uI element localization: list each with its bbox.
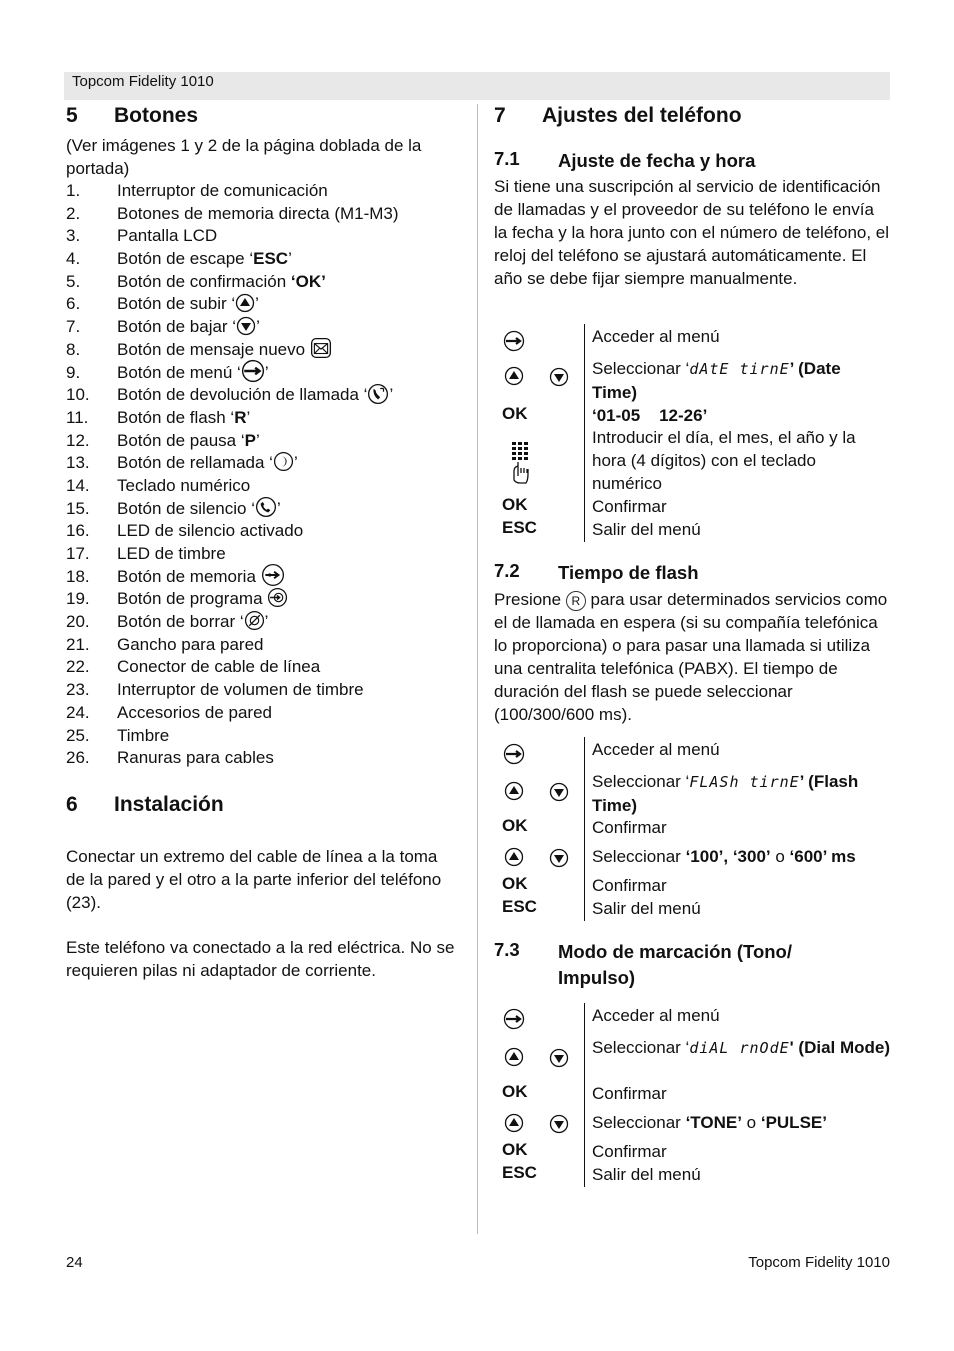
item-text: [117, 634, 264, 657]
item-text: [117, 271, 326, 294]
key-label: OK: [502, 1140, 528, 1159]
step-text-suffix: ’ (Date Time): [592, 359, 841, 402]
list-item: [66, 588, 466, 611]
menu-key-icon: [241, 359, 265, 383]
item-number: 9.: [66, 362, 81, 382]
list-item: [66, 271, 466, 294]
item-text: [117, 475, 250, 498]
item-label: Botones de memoria directa (M1-M3): [117, 203, 399, 223]
item-text: [117, 180, 328, 203]
subsection-number: 7.1: [494, 148, 520, 169]
item-number: 8.: [66, 339, 81, 359]
up-arrow-icon: [504, 781, 524, 801]
table-divider: [584, 737, 585, 921]
item-label: Gancho para pared: [117, 634, 264, 654]
list-item: [66, 634, 466, 657]
up-arrow-icon: [504, 1113, 524, 1133]
item-number: 5.: [66, 271, 81, 291]
list-item: [66, 339, 466, 362]
subsection-title: Ajuste de fecha y hora: [558, 150, 756, 171]
list-item: [66, 362, 466, 385]
list-item: [66, 203, 466, 226]
item-label: Pantalla LCD: [117, 226, 218, 246]
item-text: [117, 293, 259, 316]
item-closing-quote: ’: [255, 430, 260, 450]
step-text-conjunction: o: [741, 1113, 761, 1132]
step-text: Salir del menú: [592, 1165, 701, 1184]
item-number: 11.: [66, 407, 89, 427]
item-label: LED de silencio activado: [117, 521, 304, 541]
item-label: Botón de mensaje nuevo: [117, 339, 310, 359]
list-item: [66, 407, 466, 430]
item-number: 25.: [66, 725, 90, 745]
header-title: Topcom Fidelity 1010: [72, 73, 214, 90]
up-arrow-icon: [504, 847, 524, 867]
list-item: [66, 520, 466, 543]
item-text: [117, 248, 292, 271]
button-list: [66, 180, 466, 770]
item-text: [117, 407, 250, 430]
step-text: Salir del menú: [592, 520, 701, 539]
item-closing-quote: ’: [389, 385, 394, 405]
step-text: [592, 357, 890, 404]
step-text: Salir del menú: [592, 899, 701, 918]
option-values: ‘100’, ‘300’: [685, 847, 771, 866]
step-text: Acceder al menú: [592, 1006, 720, 1025]
item-number: 1.: [66, 181, 81, 200]
down-arrow-icon: [236, 316, 256, 336]
down-arrow-icon: [549, 782, 569, 802]
list-item: [66, 725, 466, 748]
item-label: Botón de subir ‘: [117, 294, 236, 314]
item-number: 20.: [66, 612, 90, 632]
list-item: [66, 180, 466, 203]
section-title: Ajustes del teléfono: [542, 104, 742, 127]
list-item: [66, 656, 466, 679]
callback-phone-icon: [367, 383, 389, 405]
step-text: [592, 770, 890, 817]
key-label: ESC: [502, 518, 537, 537]
item-number: 17.: [66, 544, 90, 563]
item-label: Teclado numérico: [117, 475, 251, 495]
item-closing-quote: ’: [256, 317, 260, 337]
installation-paragraph-2: Este teléfono va conectado a la red eléctrica. No se requieren pilas ni adaptador de corriente.: [66, 938, 455, 980]
item-number: 15.: [66, 498, 90, 518]
item-closing-quote: ’: [288, 249, 292, 269]
list-item: [66, 225, 466, 248]
page-number: 24: [66, 1254, 83, 1271]
program-icon: [267, 587, 288, 608]
menu-key-icon: [503, 1008, 525, 1030]
subsection-title: Tiempo de flash: [558, 562, 699, 583]
step-text: ‘01-05 12-26’: [592, 406, 708, 425]
item-label: LED de timbre: [117, 544, 226, 563]
item-number: 4.: [66, 249, 81, 269]
list-item: [66, 248, 466, 271]
item-label: Botón de menú ‘: [117, 362, 241, 382]
item-label: Accesorios de pared: [117, 702, 272, 722]
item-number: 12.: [66, 430, 90, 450]
memory-icon: [261, 563, 285, 587]
item-text: [117, 611, 268, 634]
item-text: [117, 747, 274, 770]
item-number: 22.: [66, 657, 90, 677]
step-text: [592, 845, 890, 868]
item-label: Interruptor de comunicación: [117, 181, 328, 200]
item-number: 7.: [66, 317, 81, 337]
item-label: Botón de devolución de llamada ‘: [117, 385, 368, 405]
flash-time-steps-table: [494, 737, 890, 921]
step-text: [592, 1111, 890, 1134]
list-item: [66, 611, 466, 634]
step-text: Confirmar: [592, 818, 667, 837]
item-closing-quote: ’: [293, 453, 298, 473]
subsection-number: 7.2: [494, 560, 520, 581]
item-number: 2.: [66, 203, 81, 223]
item-number: 3.: [66, 226, 81, 246]
footer-title: Topcom Fidelity 1010: [748, 1254, 890, 1271]
item-text: [117, 430, 260, 453]
item-number: 14.: [66, 475, 90, 495]
item-text: [117, 725, 169, 748]
item-label: Interruptor de volumen de timbre: [117, 680, 364, 700]
item-text: [117, 203, 399, 226]
item-key-label: ‘OK’: [290, 271, 326, 291]
item-text: [117, 702, 272, 725]
item-label: Botón de flash ‘: [117, 407, 235, 427]
item-text: [117, 543, 226, 566]
item-key-label: R: [234, 407, 247, 427]
step-text-suffix: ' (Dial Mode): [789, 1038, 891, 1057]
subsection-number: 7.3: [494, 939, 520, 960]
option-values: ‘PULSE’: [760, 1113, 827, 1132]
down-arrow-icon: [549, 367, 569, 387]
list-item: [66, 384, 466, 407]
step-text: Acceder al menú: [592, 327, 720, 346]
menu-key-icon: [503, 330, 525, 352]
up-arrow-icon: [235, 293, 255, 313]
section-number: 6: [66, 793, 78, 816]
item-label: Botón de rellamada ‘: [117, 453, 273, 473]
lcd-text: diAL rnOdE: [689, 1039, 790, 1057]
item-number: 23.: [66, 680, 90, 700]
item-label: Conector de cable de línea: [117, 657, 321, 677]
item-label: Timbre: [117, 725, 170, 745]
date-time-steps-table: [494, 324, 890, 542]
item-label: Botón de silencio ‘: [117, 498, 255, 518]
item-closing-quote: ’: [276, 498, 281, 518]
item-label: Botón de borrar ‘: [117, 612, 244, 632]
list-item: [66, 679, 466, 702]
redial-icon: [273, 451, 294, 472]
item-label: Botón de confirmación: [117, 271, 291, 291]
list-item: [66, 452, 466, 475]
step-text: Acceder al menú: [592, 740, 720, 759]
item-text: [117, 588, 288, 611]
lcd-text: dAtE tirnE: [689, 360, 790, 378]
item-text: [117, 656, 320, 679]
step-text-conjunction: o: [770, 847, 790, 866]
item-text: [117, 679, 364, 702]
keypad-icon: [506, 440, 534, 484]
item-text: [117, 362, 269, 385]
paragraph-text: Presione: [494, 590, 566, 609]
key-label: OK: [502, 1082, 528, 1101]
step-text: [592, 1036, 890, 1060]
down-arrow-icon: [549, 1114, 569, 1134]
item-label: Botón de pausa ‘: [117, 430, 245, 450]
item-text: [117, 225, 217, 248]
item-text: [117, 384, 393, 407]
item-text: [117, 316, 260, 339]
dial-mode-steps-table: [494, 1003, 890, 1187]
section-number: 7: [494, 104, 506, 127]
step-text-prefix: Seleccionar ‘: [592, 772, 690, 791]
menu-key-icon: [503, 743, 525, 765]
item-closing-quote: ’: [255, 294, 259, 314]
item-text: [117, 452, 298, 475]
item-label: Botón de memoria: [117, 566, 261, 586]
list-item: [66, 316, 466, 339]
key-label: OK: [502, 874, 528, 893]
item-text: [117, 339, 332, 362]
down-arrow-icon: [549, 848, 569, 868]
column-divider: [477, 104, 478, 1234]
item-number: 24.: [66, 702, 90, 722]
key-label: OK: [502, 816, 528, 835]
item-number: 13.: [66, 453, 90, 473]
key-label: OK: [502, 495, 528, 514]
table-divider: [584, 324, 585, 542]
item-number: 16.: [66, 521, 90, 541]
item-text: [117, 520, 303, 543]
key-label: ESC: [502, 897, 537, 916]
key-label: ESC: [502, 1163, 537, 1182]
item-closing-quote: ’: [264, 612, 269, 632]
list-item: [66, 702, 466, 725]
step-text-prefix: Seleccionar: [592, 1113, 686, 1132]
item-closing-quote: ’: [246, 407, 251, 427]
section-title: Instalación: [114, 793, 224, 816]
item-key-label: P: [244, 430, 256, 450]
option-values: ‘TONE’: [685, 1113, 742, 1132]
option-values: ‘600’ ms: [789, 847, 856, 866]
step-text: Confirmar: [592, 497, 667, 516]
section-title: Botones: [114, 104, 198, 127]
flash-time-paragraph: [494, 588, 890, 726]
step-text-prefix: Seleccionar: [592, 847, 686, 866]
list-item: [66, 566, 466, 589]
down-arrow-icon: [549, 1048, 569, 1068]
item-key-label: ESC: [253, 249, 289, 269]
step-text-suffix: ’ (Flash Time): [592, 772, 859, 815]
section-5-intro: (Ver imágenes 1 y 2 de la página doblada de la portada): [66, 136, 422, 178]
item-label: Ranuras para cables: [117, 748, 274, 768]
table-divider: [584, 1003, 585, 1187]
item-number: 26.: [66, 748, 90, 768]
item-label: Botón de bajar ‘: [117, 317, 237, 337]
item-number: 19.: [66, 589, 90, 609]
up-arrow-icon: [504, 366, 524, 386]
list-item: [66, 475, 466, 498]
step-text: Confirmar: [592, 1084, 667, 1103]
step-text-prefix: Seleccionar ‘: [592, 359, 690, 378]
date-time-paragraph: Si tiene una suscripción al servicio de identificación de llamadas y el proveedor de su teléfono le envía la fecha y la hora junto con el número de teléfono, el reloj del teléfono se ajustará automáticamente. El año se debe fijar siempre manualmente.: [494, 177, 890, 288]
r-key-icon: R: [566, 591, 586, 611]
step-text-prefix: Seleccionar ‘: [592, 1038, 690, 1057]
step-text: Confirmar: [592, 876, 667, 895]
list-item: [66, 498, 466, 521]
delete-icon: [244, 610, 265, 631]
item-label: Botón de escape ‘: [117, 249, 254, 269]
list-item: [66, 293, 466, 316]
key-label: OK: [502, 404, 528, 423]
up-arrow-icon: [504, 1047, 524, 1067]
paragraph-text: para usar determinados servicios como el de llamada en espera (si su compañía telefónica lo proporciona) o para pasar una llamada si utiliza una centralita telefónica (PABX). El tiempo de duración del flash se puede seleccionar (100/300/600 ms).: [494, 590, 888, 724]
item-label: Botón de programa: [117, 589, 268, 609]
item-number: 6.: [66, 294, 81, 314]
item-number: 18.: [66, 566, 90, 586]
envelope-icon: [310, 337, 332, 359]
list-item: [66, 747, 466, 770]
item-number: 21.: [66, 634, 90, 654]
item-number: 10.: [66, 385, 90, 405]
section-number: 5: [66, 104, 78, 127]
lcd-text: FLASh tirnE: [689, 773, 800, 791]
step-text: Introducir el día, el mes, el año y la hora (4 dígitos) con el teclado numérico: [592, 428, 856, 493]
installation-paragraph-1: Conectar un extremo del cable de línea a la toma de la pared y el otro a la parte inferior del teléfono (23).: [66, 847, 442, 912]
list-item: [66, 430, 466, 453]
step-text: Confirmar: [592, 1142, 667, 1161]
mute-icon: [255, 496, 277, 518]
subsection-title: Modo de marcación (Tono/ Impulso): [558, 941, 792, 988]
item-closing-quote: ’: [264, 362, 269, 382]
running-header: [64, 72, 890, 100]
item-text: [117, 498, 281, 521]
item-text: [117, 566, 285, 589]
